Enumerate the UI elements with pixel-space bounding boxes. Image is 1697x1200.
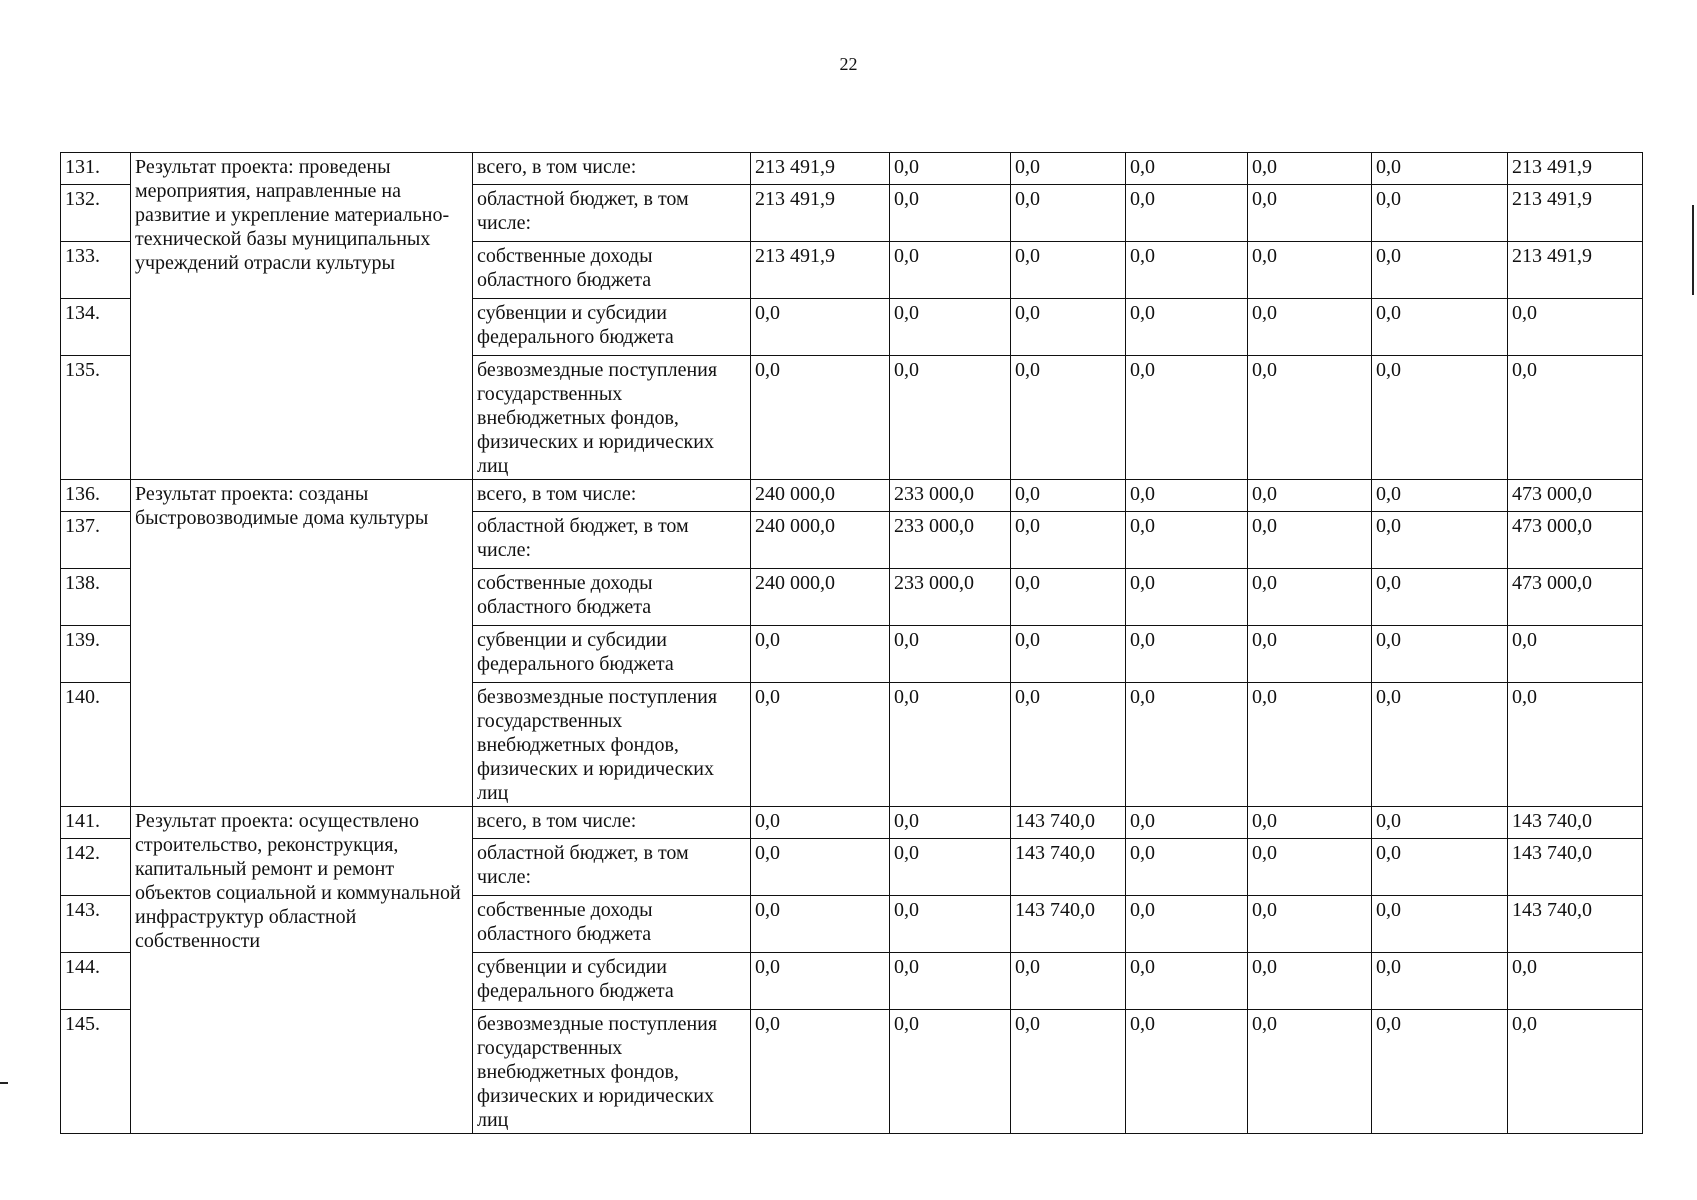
value-total: 0,0 xyxy=(1508,953,1643,1010)
value-total: 213 491,9 xyxy=(1508,242,1643,299)
value-cell: 0,0 xyxy=(751,953,890,1010)
value-cell: 0,0 xyxy=(1248,839,1372,896)
value-cell: 0,0 xyxy=(1011,512,1126,569)
row-number: 133. xyxy=(61,242,131,299)
row-number: 144. xyxy=(61,953,131,1010)
value-cell: 0,0 xyxy=(751,299,890,356)
value-cell: 0,0 xyxy=(1372,185,1508,242)
value-cell: 0,0 xyxy=(1248,480,1372,512)
value-cell: 0,0 xyxy=(1126,480,1248,512)
value-total: 143 740,0 xyxy=(1508,807,1643,839)
row-number: 142. xyxy=(61,839,131,896)
value-total: 473 000,0 xyxy=(1508,569,1643,626)
funding-source: областной бюджет, в том числе: xyxy=(473,185,751,242)
row-number: 139. xyxy=(61,626,131,683)
funding-source: безвозмездные поступления государственных внебюджетных фондов, физических и юридических лиц xyxy=(473,1010,751,1134)
value-cell: 0,0 xyxy=(1372,683,1508,807)
value-cell: 0,0 xyxy=(890,807,1011,839)
value-cell: 0,0 xyxy=(1372,356,1508,480)
value-cell: 143 740,0 xyxy=(1011,807,1126,839)
value-cell: 0,0 xyxy=(1126,953,1248,1010)
value-total: 0,0 xyxy=(1508,1010,1643,1134)
funding-source: субвенции и субсидии федерального бюджета xyxy=(473,953,751,1010)
page-number: 22 xyxy=(839,54,858,74)
row-number: 131. xyxy=(61,153,131,185)
funding-source: безвозмездные поступления государственных внебюджетных фондов, физических и юридических лиц xyxy=(473,356,751,480)
funding-source: субвенции и субсидии федерального бюджета xyxy=(473,299,751,356)
value-cell: 0,0 xyxy=(1248,1010,1372,1134)
project-result: Результат проекта: проведены мероприятия, направленные на развитие и укрепление материально-технической базы муниципальных учреждений отрасли культуры xyxy=(131,153,473,480)
value-total: 0,0 xyxy=(1508,683,1643,807)
value-cell: 213 491,9 xyxy=(751,185,890,242)
row-number: 140. xyxy=(61,683,131,807)
value-cell: 0,0 xyxy=(1011,626,1126,683)
value-cell: 233 000,0 xyxy=(890,480,1011,512)
table-body xyxy=(61,153,1643,1134)
value-cell: 0,0 xyxy=(1011,242,1126,299)
value-total: 0,0 xyxy=(1508,356,1643,480)
row-number: 136. xyxy=(61,480,131,512)
value-cell: 0,0 xyxy=(890,1010,1011,1134)
value-cell: 240 000,0 xyxy=(751,480,890,512)
value-cell: 0,0 xyxy=(1372,839,1508,896)
value-cell: 0,0 xyxy=(1126,807,1248,839)
value-total: 213 491,9 xyxy=(1508,185,1643,242)
value-cell: 240 000,0 xyxy=(751,569,890,626)
value-cell: 0,0 xyxy=(890,896,1011,953)
value-total: 0,0 xyxy=(1508,626,1643,683)
value-total: 473 000,0 xyxy=(1508,512,1643,569)
budget-table xyxy=(60,152,1643,1134)
value-cell: 0,0 xyxy=(751,626,890,683)
value-cell: 0,0 xyxy=(1248,953,1372,1010)
value-cell: 0,0 xyxy=(1126,839,1248,896)
value-cell: 0,0 xyxy=(1248,626,1372,683)
value-cell: 0,0 xyxy=(1372,569,1508,626)
value-total: 213 491,9 xyxy=(1508,153,1643,185)
value-cell: 0,0 xyxy=(890,839,1011,896)
value-cell: 0,0 xyxy=(1011,953,1126,1010)
value-cell: 0,0 xyxy=(1372,1010,1508,1134)
funding-source: собственные доходы областного бюджета xyxy=(473,242,751,299)
value-cell: 0,0 xyxy=(751,683,890,807)
value-cell: 0,0 xyxy=(751,839,890,896)
value-cell: 0,0 xyxy=(1126,299,1248,356)
funding-source: областной бюджет, в том числе: xyxy=(473,512,751,569)
value-cell: 0,0 xyxy=(890,153,1011,185)
value-cell: 0,0 xyxy=(890,356,1011,480)
funding-source: собственные доходы областного бюджета xyxy=(473,569,751,626)
value-cell: 0,0 xyxy=(1248,512,1372,569)
value-cell: 0,0 xyxy=(890,683,1011,807)
table-row xyxy=(61,480,1643,512)
funding-source: всего, в том числе: xyxy=(473,480,751,512)
value-cell: 0,0 xyxy=(1372,953,1508,1010)
value-cell: 0,0 xyxy=(1126,626,1248,683)
value-cell: 0,0 xyxy=(1011,299,1126,356)
value-total: 0,0 xyxy=(1508,299,1643,356)
row-number: 141. xyxy=(61,807,131,839)
table-row xyxy=(61,153,1643,185)
value-cell: 0,0 xyxy=(890,299,1011,356)
value-cell: 0,0 xyxy=(890,185,1011,242)
value-cell: 0,0 xyxy=(1248,185,1372,242)
value-cell: 0,0 xyxy=(1126,569,1248,626)
value-cell: 0,0 xyxy=(1372,807,1508,839)
row-number: 143. xyxy=(61,896,131,953)
value-cell: 0,0 xyxy=(1248,356,1372,480)
funding-source: безвозмездные поступления государственных внебюджетных фондов, физических и юридических лиц xyxy=(473,683,751,807)
value-cell: 0,0 xyxy=(1126,512,1248,569)
value-cell: 0,0 xyxy=(890,626,1011,683)
value-cell: 0,0 xyxy=(1248,299,1372,356)
value-cell: 213 491,9 xyxy=(751,153,890,185)
edge-mark-right xyxy=(1692,205,1694,295)
value-cell: 0,0 xyxy=(1011,569,1126,626)
project-result: Результат проекта: осуществлено строительство, реконструкция, капитальный ремонт и ремонт объектов социальной и коммунальной инфраструктур областной собственности xyxy=(131,807,473,1134)
value-cell: 0,0 xyxy=(1248,896,1372,953)
value-cell: 0,0 xyxy=(1011,185,1126,242)
value-cell: 0,0 xyxy=(1248,569,1372,626)
funding-source: всего, в том числе: xyxy=(473,153,751,185)
row-number: 132. xyxy=(61,185,131,242)
value-cell: 0,0 xyxy=(1372,299,1508,356)
value-cell: 233 000,0 xyxy=(890,569,1011,626)
value-cell: 0,0 xyxy=(1126,896,1248,953)
funding-source: собственные доходы областного бюджета xyxy=(473,896,751,953)
value-cell: 143 740,0 xyxy=(1011,896,1126,953)
row-number: 135. xyxy=(61,356,131,480)
value-total: 143 740,0 xyxy=(1508,896,1643,953)
value-cell: 0,0 xyxy=(1372,626,1508,683)
value-cell: 0,0 xyxy=(1011,356,1126,480)
value-cell: 233 000,0 xyxy=(890,512,1011,569)
value-cell: 0,0 xyxy=(1372,242,1508,299)
funding-source: субвенции и субсидии федерального бюджета xyxy=(473,626,751,683)
value-cell: 213 491,9 xyxy=(751,242,890,299)
table-row xyxy=(61,807,1643,839)
value-cell: 0,0 xyxy=(751,1010,890,1134)
row-number: 137. xyxy=(61,512,131,569)
value-cell: 0,0 xyxy=(1011,480,1126,512)
value-cell: 0,0 xyxy=(1372,512,1508,569)
value-cell: 240 000,0 xyxy=(751,512,890,569)
value-cell: 0,0 xyxy=(1248,807,1372,839)
value-cell: 0,0 xyxy=(1126,153,1248,185)
value-cell: 143 740,0 xyxy=(1011,839,1126,896)
value-total: 143 740,0 xyxy=(1508,839,1643,896)
value-cell: 0,0 xyxy=(1126,683,1248,807)
row-number: 145. xyxy=(61,1010,131,1134)
value-cell: 0,0 xyxy=(1011,153,1126,185)
value-cell: 0,0 xyxy=(1372,153,1508,185)
funding-source: областной бюджет, в том числе: xyxy=(473,839,751,896)
value-cell: 0,0 xyxy=(1248,242,1372,299)
value-cell: 0,0 xyxy=(1126,356,1248,480)
value-cell: 0,0 xyxy=(1011,1010,1126,1134)
value-cell: 0,0 xyxy=(751,807,890,839)
edge-mark-left xyxy=(0,1082,8,1084)
row-number: 134. xyxy=(61,299,131,356)
funding-source: всего, в том числе: xyxy=(473,807,751,839)
value-cell: 0,0 xyxy=(751,896,890,953)
value-cell: 0,0 xyxy=(890,953,1011,1010)
value-cell: 0,0 xyxy=(1248,153,1372,185)
project-result: Результат проекта: созданы быстровозводимые дома культуры xyxy=(131,480,473,807)
value-cell: 0,0 xyxy=(1372,896,1508,953)
row-number: 138. xyxy=(61,569,131,626)
value-total: 473 000,0 xyxy=(1508,480,1643,512)
value-cell: 0,0 xyxy=(890,242,1011,299)
value-cell: 0,0 xyxy=(1126,242,1248,299)
value-cell: 0,0 xyxy=(1372,480,1508,512)
value-cell: 0,0 xyxy=(751,356,890,480)
value-cell: 0,0 xyxy=(1126,185,1248,242)
value-cell: 0,0 xyxy=(1248,683,1372,807)
value-cell: 0,0 xyxy=(1011,683,1126,807)
value-cell: 0,0 xyxy=(1126,1010,1248,1134)
